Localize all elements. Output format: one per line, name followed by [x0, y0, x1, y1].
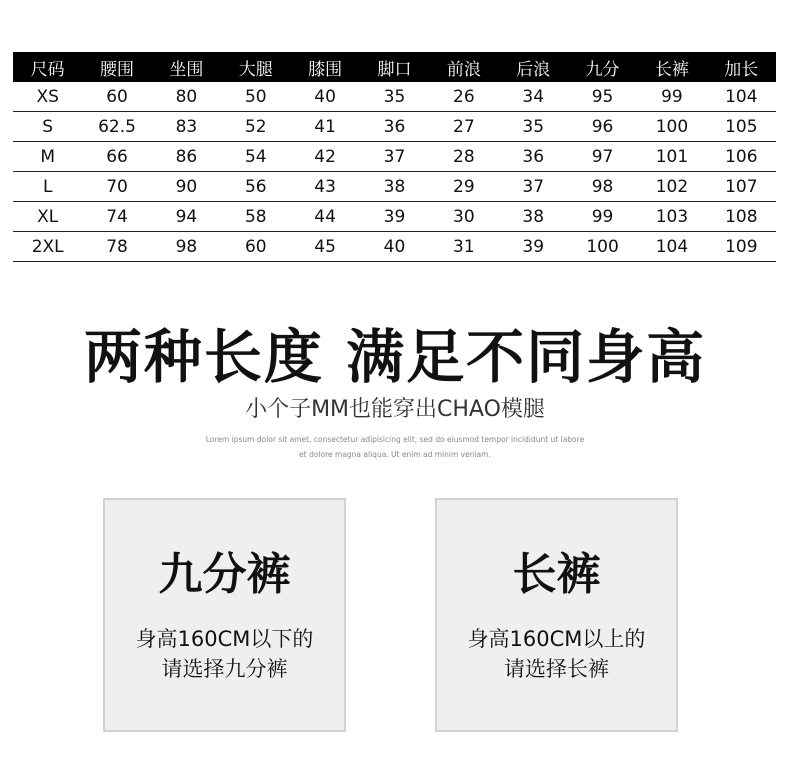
table-row [13, 82, 776, 112]
card-note-line: 请选择长裤 [504, 657, 609, 681]
size-chart-table [13, 52, 776, 262]
table-cell: 86 [152, 142, 221, 172]
header-full-length: 长裤 [637, 52, 706, 82]
table-cell: M [13, 142, 82, 172]
placeholder-caption-line: Lorem ipsum dolor sit amet, consectetur adipisicing elit, sed do eiusmod tempor incididunt ut labore [205, 435, 585, 444]
placeholder-caption [195, 432, 595, 462]
header-knee: 膝围 [290, 52, 359, 82]
table-cell: 99 [568, 202, 637, 232]
table-row [13, 232, 776, 262]
size-chart-header-row [13, 52, 776, 82]
table-cell: 60 [221, 232, 290, 262]
header-extra-long: 加长 [707, 52, 776, 82]
subtitle: 小个子MM也能穿出CHAO模腿 [245, 397, 545, 422]
table-cell: 34 [499, 82, 568, 112]
table-cell: 38 [360, 172, 429, 202]
table-cell: 31 [429, 232, 498, 262]
table-cell: 42 [290, 142, 359, 172]
card-note-line: 请选择九分裤 [161, 657, 288, 681]
table-cell: 43 [290, 172, 359, 202]
table-cell: 101 [637, 142, 706, 172]
card-note-line: 身高160CM以下的 [135, 627, 314, 651]
table-cell: 80 [152, 82, 221, 112]
placeholder-caption-line: et dolore magna aliqua. Ut enim ad minim veniam. [299, 450, 491, 459]
table-cell: 54 [221, 142, 290, 172]
table-cell: 106 [707, 142, 776, 172]
table-cell: 37 [499, 172, 568, 202]
table-cell: 104 [707, 82, 776, 112]
table-cell: 30 [429, 202, 498, 232]
card-note-line: 身高160CM以上的 [467, 627, 646, 651]
table-cell: 108 [707, 202, 776, 232]
table-cell: 70 [82, 172, 151, 202]
table-cell: 83 [152, 112, 221, 142]
table-cell: 38 [499, 202, 568, 232]
header-thigh: 大腿 [221, 52, 290, 82]
card-note [437, 624, 676, 684]
table-cell: L [13, 172, 82, 202]
ninth-length-card [103, 498, 346, 732]
card-note [105, 624, 344, 684]
table-cell: XL [13, 202, 82, 232]
table-row [13, 202, 776, 232]
table-cell: 107 [707, 172, 776, 202]
table-cell: 102 [637, 172, 706, 202]
table-cell: 98 [568, 172, 637, 202]
table-cell: 2XL [13, 232, 82, 262]
table-cell: 62.5 [82, 112, 151, 142]
table-row [13, 172, 776, 202]
header-front-rise: 前浪 [429, 52, 498, 82]
headline: 两种长度 满足不同身高 [83, 323, 707, 391]
table-cell: 90 [152, 172, 221, 202]
table-cell: 56 [221, 172, 290, 202]
table-cell: 104 [637, 232, 706, 262]
table-cell: 50 [221, 82, 290, 112]
table-cell: 35 [360, 82, 429, 112]
table-cell: 94 [152, 202, 221, 232]
table-cell: XS [13, 82, 82, 112]
table-cell: 66 [82, 142, 151, 172]
table-cell: 36 [360, 112, 429, 142]
table-cell: 99 [637, 82, 706, 112]
header-hem: 脚口 [360, 52, 429, 82]
table-cell: 35 [499, 112, 568, 142]
table-row [13, 112, 776, 142]
table-cell: 60 [82, 82, 151, 112]
table-cell: 26 [429, 82, 498, 112]
card-title: 长裤 [512, 549, 601, 600]
table-cell: 58 [221, 202, 290, 232]
table-cell: 29 [429, 172, 498, 202]
header-size: 尺码 [13, 52, 82, 82]
card-title: 九分裤 [158, 549, 291, 600]
table-cell: 100 [637, 112, 706, 142]
table-cell: 98 [152, 232, 221, 262]
table-cell: 109 [707, 232, 776, 262]
table-cell: 36 [499, 142, 568, 172]
table-cell: 39 [360, 202, 429, 232]
table-cell: 40 [360, 232, 429, 262]
table-cell: 45 [290, 232, 359, 262]
table-cell: 41 [290, 112, 359, 142]
table-cell: 105 [707, 112, 776, 142]
table-cell: 40 [290, 82, 359, 112]
table-cell: 44 [290, 202, 359, 232]
table-row [13, 142, 776, 172]
table-cell: 103 [637, 202, 706, 232]
table-cell: 97 [568, 142, 637, 172]
full-length-card [435, 498, 678, 732]
table-cell: 96 [568, 112, 637, 142]
table-cell: 28 [429, 142, 498, 172]
table-cell: 95 [568, 82, 637, 112]
header-ninth-length: 九分 [568, 52, 637, 82]
table-cell: 100 [568, 232, 637, 262]
table-cell: 39 [499, 232, 568, 262]
table-cell: 74 [82, 202, 151, 232]
header-waist: 腰围 [82, 52, 151, 82]
header-back-rise: 后浪 [499, 52, 568, 82]
table-cell: 52 [221, 112, 290, 142]
table-cell: 78 [82, 232, 151, 262]
table-cell: 27 [429, 112, 498, 142]
table-cell: S [13, 112, 82, 142]
header-hip: 坐围 [152, 52, 221, 82]
table-cell: 37 [360, 142, 429, 172]
